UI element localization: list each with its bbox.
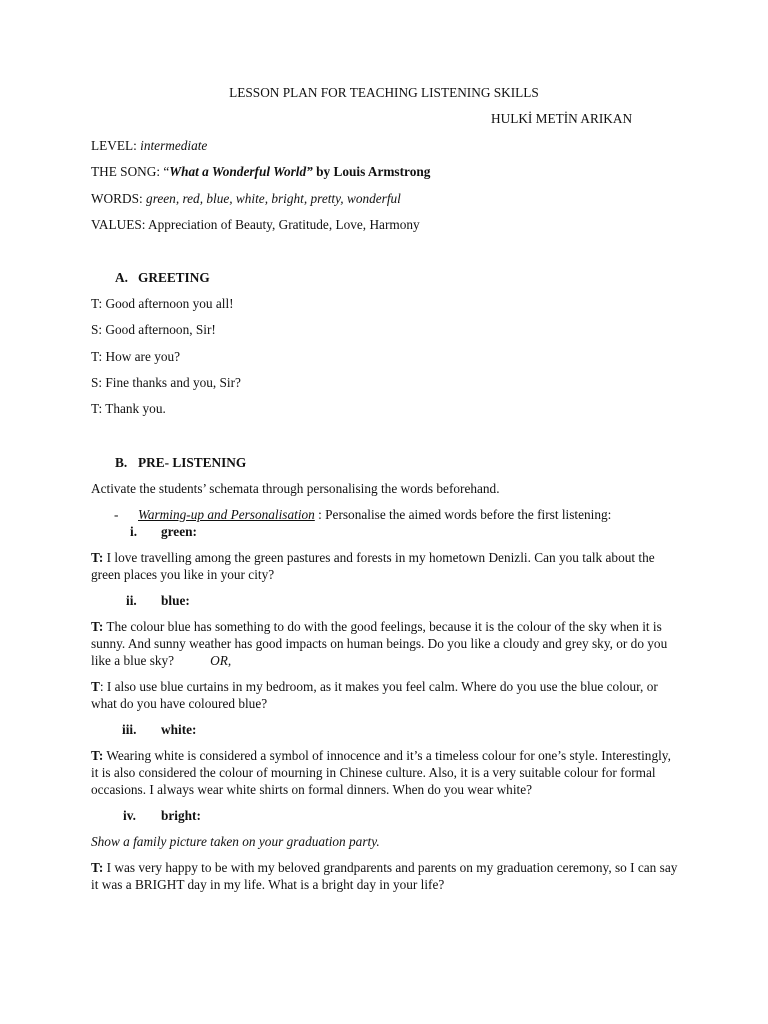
- words-label: WORDS:: [91, 191, 143, 206]
- speaker-label: T:: [91, 550, 104, 565]
- or-note: OR,: [210, 652, 232, 668]
- words-line: [91, 191, 401, 208]
- teacher-prompt: [91, 860, 681, 894]
- song-title: What a Wonderful World”: [169, 164, 313, 179]
- prompt-text: I love travelling among the green pastures and forests in my hometown Denizli. Can you talk about the green places you like in your city?: [91, 550, 655, 582]
- song-line: [91, 164, 430, 181]
- prompt-text: : I also use blue curtains in my bedroom, as it makes you feel calm. Where do you use the blue colour, or what do you have coloured blue?: [91, 679, 658, 711]
- dialogue-line: T: How are you?: [91, 349, 181, 364]
- song-artist: by Louis Armstrong: [312, 164, 431, 179]
- speaker-label: T:: [91, 748, 104, 763]
- level-line: [91, 138, 207, 155]
- values-label: VALUES:: [91, 217, 146, 232]
- item-word: bright:: [161, 808, 201, 823]
- item-word: blue:: [161, 593, 190, 608]
- warmup-label: Warming-up and Personalisation: [138, 507, 315, 522]
- item-numeral: i.: [130, 524, 138, 539]
- words-value: green, red, blue, white, bright, pretty, wonderful: [146, 191, 401, 206]
- prompt-text: Wearing white is considered a symbol of innocence and it’s a timeless colour for one’s style. Interestingly, it is also considered the colour of mourning in Chinese culture. Also, it is a very suitable colour for formal occasions. I always wear white shirts on formal dinners. When do you wear white?: [91, 748, 671, 797]
- dialogue-line: T: Thank you.: [91, 401, 166, 416]
- level-label: LEVEL:: [91, 138, 137, 153]
- section-b-letter: B.: [115, 455, 128, 470]
- teacher-prompt: [91, 619, 681, 669]
- item-numeral: iv.: [123, 808, 136, 823]
- list-dash: -: [114, 507, 119, 522]
- speaker-label: T:: [91, 619, 104, 634]
- speaker-label: T:: [91, 860, 104, 875]
- item-word: green:: [161, 524, 197, 539]
- item-numeral: ii.: [126, 593, 137, 608]
- section-a-letter: A.: [115, 270, 128, 285]
- level-value: intermediate: [140, 138, 208, 153]
- dialogue-line: S: Fine thanks and you, Sir?: [91, 375, 241, 390]
- teacher-prompt: [91, 748, 681, 798]
- song-label: THE SONG: “: [91, 164, 170, 179]
- teacher-prompt: [91, 550, 681, 584]
- section-b-heading: PRE- LISTENING: [138, 455, 247, 470]
- teacher-prompt: [91, 679, 681, 713]
- item-word: white:: [161, 722, 197, 737]
- warmup-text: : Personalise the aimed words before the first listening:: [314, 507, 612, 522]
- values-line: [91, 217, 420, 234]
- prompt-text: I was very happy to be with my beloved grandparents and parents on my graduation ceremony, so I can say it was a BRIGHT day in my life. What is a bright day in your life?: [91, 860, 678, 892]
- section-b-intro: Activate the students’ schemata through personalising the words beforehand.: [91, 481, 500, 496]
- teacher-instruction: Show a family picture taken on your graduation party.: [91, 834, 380, 849]
- dialogue-line: S: Good afternoon, Sir!: [91, 322, 216, 337]
- section-a-heading: GREETING: [138, 270, 210, 285]
- item-numeral: iii.: [122, 722, 137, 737]
- prompt-text: The colour blue has something to do with the good feelings, because it is the colour of the sky when it is sunny. And sunny weather has good impacts on human beings. Do you like a cloudy and grey sky, or do you like a blue sky?: [91, 619, 668, 668]
- dialogue-line: T: Good afternoon you all!: [91, 296, 234, 311]
- values-value: Appreciation of Beauty, Gratitude, Love, Harmony: [148, 217, 420, 232]
- speaker-label: T: [91, 679, 100, 694]
- document-title: LESSON PLAN FOR TEACHING LISTENING SKILLS: [229, 85, 539, 100]
- author-name: HULKİ METİN ARIKAN: [491, 111, 633, 126]
- warmup-line: [138, 507, 611, 524]
